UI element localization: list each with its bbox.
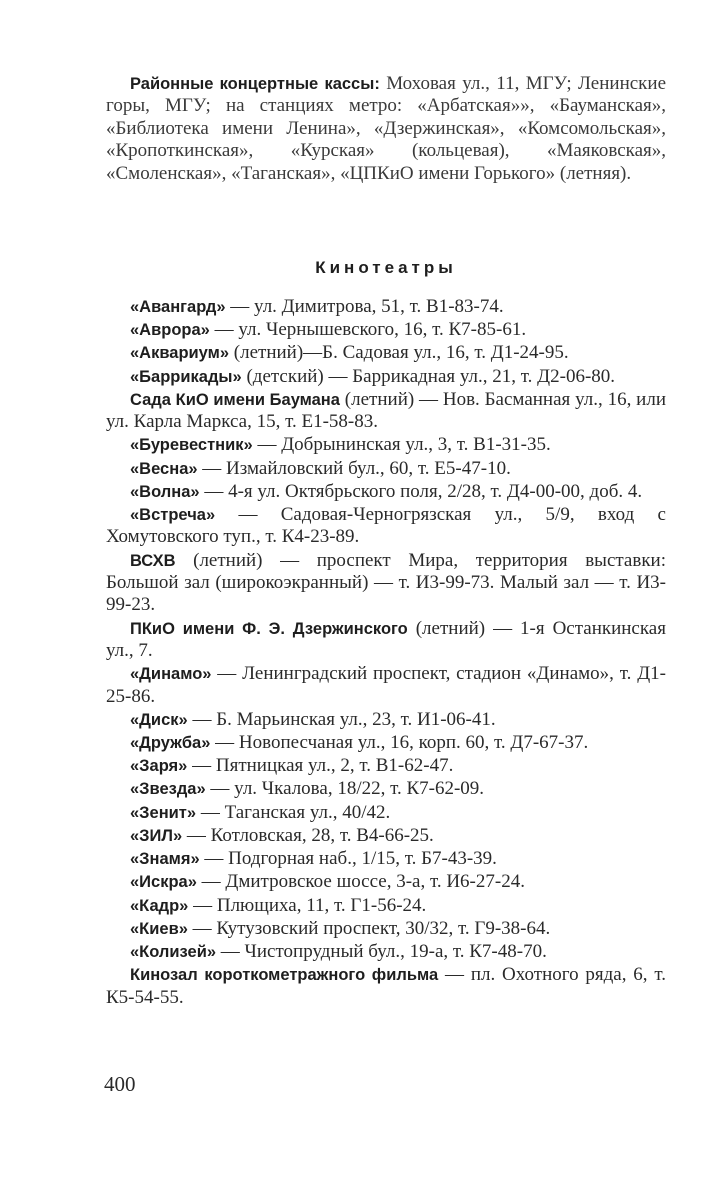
- cinema-name: Кинозал короткометражного фильма: [130, 966, 439, 985]
- cinema-details: — Пятницкая ул., 2, т. В1-62-47.: [187, 755, 454, 777]
- cinema-name: «Аврора»: [130, 321, 210, 340]
- cinema-name: «Баррикады»: [130, 367, 242, 386]
- cinema-entry: [106, 895, 666, 917]
- cinema-name: «ЗИЛ»: [130, 826, 183, 845]
- cinema-details: (детский) — Баррикадная ул., 21, т. Д2-06-80.: [241, 365, 616, 387]
- cinema-details: — Измайловский бул., 60, т. Е5-47-10.: [197, 457, 511, 479]
- cinema-name: «Звезда»: [130, 780, 206, 799]
- cinema-name: «Кадр»: [130, 896, 189, 915]
- cinema-name: «Аквариум»: [130, 344, 230, 363]
- cinema-entry: [106, 848, 666, 870]
- cinema-name: «Авангард»: [130, 298, 226, 316]
- cinema-details: — ул. Димитрова, 51, т. В1-83-74.: [225, 296, 504, 317]
- cinema-entry: [106, 964, 666, 1009]
- cinema-name: «Киев»: [130, 919, 188, 938]
- cinema-entry: [106, 802, 666, 824]
- cinema-name: «Волна»: [130, 482, 200, 501]
- cinema-details: — ул. Чкалова, 18/22, т. К7-62-09.: [205, 778, 485, 800]
- cinema-details: (летний) — 1-я Останкинская ул., 7.: [106, 617, 666, 662]
- cinema-name: «Заря»: [130, 757, 188, 776]
- cinema-details: (летний) — проспект Мира, территория выставки: Большой зал (широкоэкранный) — т. И3-99-73. Малый зал — т. И3-99-23.: [106, 549, 666, 616]
- cinema-entry: [106, 342, 666, 364]
- section-heading: Кинотеатры: [315, 258, 457, 277]
- cinema-entry: [106, 481, 666, 503]
- cinema-details: — Ленинградский проспект, стадион «Динамо», т. Д1-25-86.: [106, 663, 666, 707]
- cinema-details: — Плющиха, 11, т. Г1-56-24.: [188, 894, 427, 916]
- cinema-name: «Буревестник»: [130, 436, 253, 455]
- intro-paragraph: [106, 73, 666, 185]
- cinema-entry: [106, 778, 666, 800]
- cinema-name: Сада КиО имени Баумана: [130, 390, 340, 409]
- cinema-details: — Кутузовский проспект, 30/32, т. Г9-38-64.: [187, 917, 551, 939]
- cinema-details: — Добрынинская ул., 3, т. В1-31-35.: [252, 434, 551, 456]
- page-number: 400: [104, 1072, 136, 1096]
- cinema-entry: [106, 458, 666, 480]
- cinema-entry: [106, 709, 666, 731]
- cinema-details: — 4-я ул. Октябрьского поля, 2/28, т. Д4-00-00, доб. 4.: [199, 480, 643, 502]
- cinema-name: ВСХВ: [130, 551, 176, 570]
- cinema-entry: [106, 918, 666, 940]
- cinema-name: «Искра»: [130, 873, 197, 892]
- cinema-details: — Новопесчаная ул., 16, корп. 60, т. Д7-67-37.: [210, 732, 589, 754]
- cinema-name: «Знамя»: [130, 850, 200, 869]
- cinema-name: «Весна»: [130, 459, 198, 478]
- cinema-entry: [106, 941, 666, 963]
- cinema-name: «Колизей»: [130, 942, 217, 961]
- cinema-entry: [106, 434, 666, 456]
- cinema-details: — Чистопрудный бул., 19-а, т. К7-48-70.: [216, 940, 547, 962]
- cinema-name: «Дружба»: [130, 734, 211, 753]
- cinema-entry: [106, 732, 666, 754]
- cinema-list: [106, 296, 666, 1010]
- cinema-details: — ул. Чернышевского, 16, т. К7-85-61.: [209, 319, 527, 341]
- cinema-name: «Зенит»: [130, 803, 197, 822]
- cinema-details: — Котловская, 28, т. В4-66-25.: [182, 824, 434, 846]
- cinema-details: (летний) — Нов. Басманная ул., 16, или ул. Карла Маркса, 15, т. Е1-58-83.: [106, 388, 666, 433]
- cinema-name: «Встреча»: [130, 506, 216, 525]
- cinema-entry: [106, 366, 666, 388]
- cinema-details: — пл. Охотного ряда, 6, т. К5-54-55.: [106, 964, 666, 1008]
- intro-label: Районные концертные кассы:: [130, 75, 380, 93]
- cinema-entry: [106, 504, 666, 549]
- cinema-details: — Б. Марьинская ул., 23, т. И1-06-41.: [187, 708, 496, 730]
- cinema-details: — Дмитровское шоссе, 3-а, т. И6-27-24.: [196, 871, 525, 893]
- cinema-entry: [106, 663, 666, 708]
- cinema-name: «Динамо»: [130, 665, 212, 684]
- cinema-entry: [106, 871, 666, 893]
- cinema-entry: [106, 755, 666, 777]
- cinema-entry: [106, 296, 666, 318]
- cinema-entry: [106, 550, 666, 617]
- cinema-name: ПКиО имени Ф. Э. Дзержинского: [130, 619, 408, 638]
- cinema-details: — Подгорная наб., 1/15, т. Б7-43-39.: [199, 848, 497, 870]
- cinema-entry: [106, 618, 666, 663]
- cinema-entry: [106, 825, 666, 847]
- intro-text: Моховая ул., 11, МГУ; Ленинские горы, МГУ; на станциях метро: «Арбатская»», «Бауманская», «Библиотека имени Ленина», «Дзержинская», «Комсомольская», «Кропоткинская», «Курская» (кольцевая), «Маяковская», «Смоленская», «Таганская», «ЦПКиО имени Горького» (летняя).: [106, 73, 667, 184]
- cinema-entry: [106, 319, 666, 341]
- cinema-details: (летний)—Б. Садовая ул., 16, т. Д1-24-95.: [229, 342, 569, 364]
- cinema-entry: [106, 389, 666, 434]
- cinema-details: — Садовая-Черногрязская ул., 5/9, вход с Хомутовского туп., т. К4-23-89.: [106, 504, 666, 548]
- cinema-details: — Таганская ул., 40/42.: [196, 801, 391, 823]
- cinema-name: «Диск»: [130, 710, 188, 729]
